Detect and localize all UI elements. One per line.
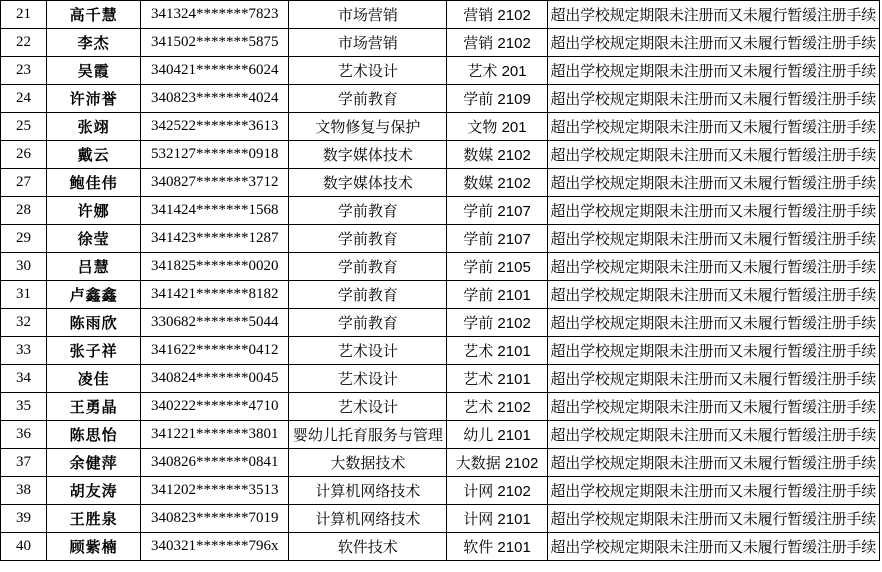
cell-status: 超出学校规定期限未注册而又未履行暂缓注册手续 [547,113,879,141]
cell-status: 超出学校规定期限未注册而又未履行暂缓注册手续 [547,281,879,309]
cell-id-number: 341502*******5875 [141,29,289,57]
cell-class: 学前 2107 [447,225,547,253]
cell-name: 王勇晶 [47,393,141,421]
cell-status: 超出学校规定期限未注册而又未履行暂缓注册手续 [547,533,879,561]
cell-name: 张子祥 [47,337,141,365]
cell-index: 33 [1,337,47,365]
cell-id-number: 340321*******796x [141,533,289,561]
cell-index: 30 [1,253,47,281]
table-row [1,1,880,29]
cell-name: 胡友涛 [47,477,141,505]
cell-major: 艺术设计 [289,393,447,421]
cell-name: 徐莹 [47,225,141,253]
cell-major: 计算机网络技术 [289,477,447,505]
cell-major: 学前教育 [289,225,447,253]
cell-name: 凌佳 [47,365,141,393]
table-row [1,337,880,365]
cell-index: 28 [1,197,47,225]
cell-id-number: 341423*******1287 [141,225,289,253]
cell-status: 超出学校规定期限未注册而又未履行暂缓注册手续 [547,337,879,365]
cell-name: 顾紫楠 [47,533,141,561]
cell-major: 艺术设计 [289,57,447,85]
cell-class: 学前 2101 [447,281,547,309]
cell-status: 超出学校规定期限未注册而又未履行暂缓注册手续 [547,197,879,225]
cell-index: 39 [1,505,47,533]
table-row [1,253,880,281]
cell-id-number: 532127*******0918 [141,141,289,169]
cell-id-number: 340826*******0841 [141,449,289,477]
cell-class: 营销 2102 [447,1,547,29]
table-row [1,309,880,337]
cell-id-number: 341622*******0412 [141,337,289,365]
cell-major: 学前教育 [289,253,447,281]
cell-major: 数字媒体技术 [289,169,447,197]
cell-class: 文物 201 [447,113,547,141]
cell-index: 32 [1,309,47,337]
cell-major: 学前教育 [289,85,447,113]
cell-class: 学前 2105 [447,253,547,281]
cell-index: 24 [1,85,47,113]
cell-class: 学前 2102 [447,309,547,337]
table-row [1,141,880,169]
table-row [1,225,880,253]
table-body [1,1,880,561]
cell-major: 婴幼儿托育服务与管理 [289,421,447,449]
cell-index: 36 [1,421,47,449]
cell-class: 艺术 201 [447,57,547,85]
cell-name: 陈雨欣 [47,309,141,337]
cell-class: 幼儿 2101 [447,421,547,449]
cell-id-number: 342522*******3613 [141,113,289,141]
cell-index: 40 [1,533,47,561]
cell-name: 吴霞 [47,57,141,85]
cell-class: 软件 2101 [447,533,547,561]
cell-class: 艺术 2101 [447,365,547,393]
cell-id-number: 340823*******7019 [141,505,289,533]
cell-name: 张翊 [47,113,141,141]
table-row [1,29,880,57]
cell-status: 超出学校规定期限未注册而又未履行暂缓注册手续 [547,365,879,393]
cell-major: 学前教育 [289,281,447,309]
table-row [1,393,880,421]
table-row [1,57,880,85]
cell-id-number: 340824*******0045 [141,365,289,393]
cell-major: 软件技术 [289,533,447,561]
cell-index: 38 [1,477,47,505]
cell-id-number: 341324*******7823 [141,1,289,29]
cell-class: 数媒 2102 [447,141,547,169]
cell-index: 25 [1,113,47,141]
cell-class: 计网 2102 [447,477,547,505]
cell-status: 超出学校规定期限未注册而又未履行暂缓注册手续 [547,29,879,57]
cell-major: 计算机网络技术 [289,505,447,533]
cell-class: 营销 2102 [447,29,547,57]
cell-status: 超出学校规定期限未注册而又未履行暂缓注册手续 [547,169,879,197]
table-row [1,421,880,449]
table-row [1,365,880,393]
cell-index: 31 [1,281,47,309]
cell-major: 艺术设计 [289,365,447,393]
cell-status: 超出学校规定期限未注册而又未履行暂缓注册手续 [547,225,879,253]
cell-status: 超出学校规定期限未注册而又未履行暂缓注册手续 [547,477,879,505]
cell-index: 23 [1,57,47,85]
cell-name: 陈思怡 [47,421,141,449]
cell-name: 卢鑫鑫 [47,281,141,309]
cell-status: 超出学校规定期限未注册而又未履行暂缓注册手续 [547,141,879,169]
cell-major: 学前教育 [289,197,447,225]
cell-class: 数媒 2102 [447,169,547,197]
cell-major: 大数据技术 [289,449,447,477]
table-row [1,113,880,141]
cell-major: 市场营销 [289,29,447,57]
cell-id-number: 340421*******6024 [141,57,289,85]
cell-index: 35 [1,393,47,421]
table-row [1,477,880,505]
table-row [1,85,880,113]
cell-id-number: 341202*******3513 [141,477,289,505]
table-row [1,449,880,477]
cell-id-number: 340823*******4024 [141,85,289,113]
cell-class: 大数据 2102 [447,449,547,477]
cell-class: 学前 2107 [447,197,547,225]
cell-major: 艺术设计 [289,337,447,365]
cell-status: 超出学校规定期限未注册而又未履行暂缓注册手续 [547,393,879,421]
cell-name: 王胜泉 [47,505,141,533]
cell-status: 超出学校规定期限未注册而又未履行暂缓注册手续 [547,57,879,85]
cell-name: 许沛誉 [47,85,141,113]
cell-major: 数字媒体技术 [289,141,447,169]
table-row [1,505,880,533]
cell-name: 吕慧 [47,253,141,281]
cell-index: 34 [1,365,47,393]
cell-class: 学前 2109 [447,85,547,113]
cell-id-number: 340222*******4710 [141,393,289,421]
table-row [1,281,880,309]
table-row [1,169,880,197]
cell-name: 许娜 [47,197,141,225]
cell-class: 艺术 2102 [447,393,547,421]
cell-class: 计网 2101 [447,505,547,533]
cell-id-number: 341424*******1568 [141,197,289,225]
cell-class: 艺术 2101 [447,337,547,365]
cell-status: 超出学校规定期限未注册而又未履行暂缓注册手续 [547,1,879,29]
cell-id-number: 340827*******3712 [141,169,289,197]
cell-major: 市场营销 [289,1,447,29]
cell-index: 27 [1,169,47,197]
cell-name: 李杰 [47,29,141,57]
cell-name: 余健萍 [47,449,141,477]
cell-name: 戴云 [47,141,141,169]
cell-name: 高千慧 [47,1,141,29]
cell-status: 超出学校规定期限未注册而又未履行暂缓注册手续 [547,309,879,337]
cell-status: 超出学校规定期限未注册而又未履行暂缓注册手续 [547,449,879,477]
cell-id-number: 341825*******0020 [141,253,289,281]
table-row [1,197,880,225]
cell-index: 29 [1,225,47,253]
cell-status: 超出学校规定期限未注册而又未履行暂缓注册手续 [547,85,879,113]
cell-major: 文物修复与保护 [289,113,447,141]
table-row [1,533,880,561]
cell-id-number: 330682*******5044 [141,309,289,337]
cell-id-number: 341221*******3801 [141,421,289,449]
cell-index: 37 [1,449,47,477]
cell-status: 超出学校规定期限未注册而又未履行暂缓注册手续 [547,253,879,281]
cell-status: 超出学校规定期限未注册而又未履行暂缓注册手续 [547,505,879,533]
cell-name: 鲍佳伟 [47,169,141,197]
cell-index: 26 [1,141,47,169]
cell-status: 超出学校规定期限未注册而又未履行暂缓注册手续 [547,421,879,449]
cell-index: 22 [1,29,47,57]
cell-index: 21 [1,1,47,29]
cell-id-number: 341421*******8182 [141,281,289,309]
cell-major: 学前教育 [289,309,447,337]
